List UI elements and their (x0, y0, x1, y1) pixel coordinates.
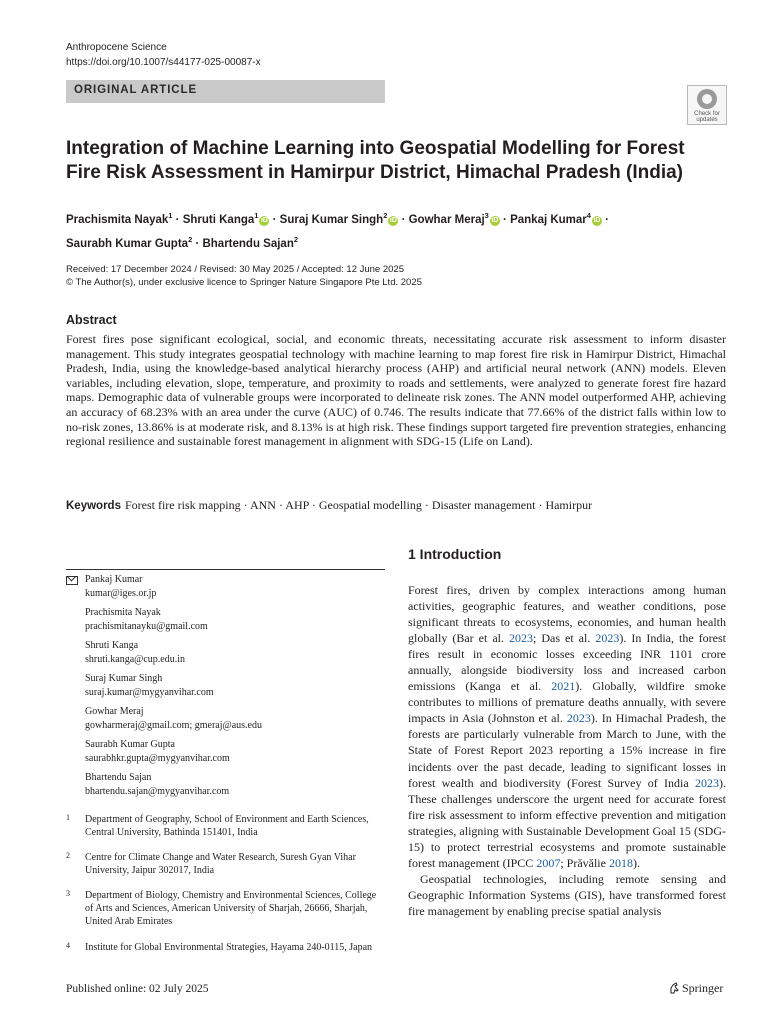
journal-name: Anthropocene Science (66, 42, 167, 53)
publisher-name: Springer (682, 981, 724, 995)
history-dates: Received: 17 December 2024 / Revised: 30 May 2025 / Accepted: 12 June 2025 (66, 264, 404, 275)
author-name[interactable]: Pankaj Kumar (510, 213, 587, 226)
keywords-text: Forest fire risk mapping · ANN · AHP · Geospatial modelling · Disaster management · Hamirpur (124, 498, 593, 512)
citation-link[interactable]: 2018 (608, 855, 633, 870)
abstract-text: Forest fires pose significant ecological, social, and economic threats, necessitating accurate risk assessment to inform disaster management. This study integrates geospatial technology with machine learning to map forest fire risk in Hamirpur District, Himachal Pradesh, India, using the knowledge-based analytical hierarchy process (AHP) and artificial neural network (ANN) models. Eleven variables, including elevation, slope, temperature, and proximity to roads and settlements, were analyzed to generate forest fire hazard maps. Demographic data of vulnerable groups were incorporated to delineate risk zones. The ANN model outperformed AHP, achieving an accuracy of 68.23% with an area under the curve (AUC) of 0.746. The results indicate that 77.66% of the district falls within low to no-risk zones, 13.86% is at moderate risk, and 8.13% is at high risk. These findings support targeted fire prevention strategies, enhancing regional resilience and sustainable forest management in alignment with SDG-15 (Life on Land). (66, 332, 726, 449)
copyright-notice: © The Author(s), under exclusive licence to Springer Nature Singapore Pte Ltd. 2025 (66, 277, 422, 288)
affiliation-number: 3 (66, 889, 70, 898)
affiliation-text: Department of Biology, Chemistry and Environmental Sciences, College of Arts and Sciences, American University of Sharjah, 26666, Sharjah, United Arab Emirates (85, 890, 377, 927)
update-icon (697, 89, 717, 109)
author-affiliation-number: 1 (254, 211, 259, 220)
contact-email[interactable]: suraj.kumar@mygyanvihar.com (85, 687, 214, 698)
author-affiliation-number: 2 (383, 211, 388, 220)
author-name[interactable]: Prachismita Nayak (66, 213, 169, 226)
orcid-icon[interactable]: iD (593, 216, 601, 224)
author-affiliation-number: 1 (168, 211, 173, 220)
article-type-banner (66, 80, 385, 103)
contact-name: Gowhar Meraj (85, 706, 144, 717)
citation-link[interactable]: 2021 (551, 679, 576, 694)
check-label-line1: Check for (694, 111, 720, 117)
introduction-body (408, 582, 726, 919)
contact-name: Pankaj Kumar (85, 574, 143, 585)
contact-email[interactable]: kumar@iges.or.jp (85, 588, 157, 599)
author-name[interactable]: Gowhar Meraj (408, 213, 485, 226)
citation-link[interactable]: 2023 (695, 775, 719, 790)
affiliation-text: Department of Geography, School of Environment and Earth Sciences, Central University, Bathinda 151401, India (85, 814, 369, 838)
springer-horse-icon (669, 982, 679, 994)
affiliation-text: Institute for Global Environmental Strategies, Hayama 240-0115, Japan (85, 942, 373, 953)
orcid-icon[interactable]: iD (260, 216, 268, 224)
contact-email[interactable]: prachismitanayku@gmail.com (85, 621, 208, 632)
introduction-heading: 1 Introduction (408, 546, 502, 562)
check-label-line2: updates (696, 117, 718, 123)
introduction-paragraph-1: Forest fires, driven by complex interactions among human activities, geographic features, and weather conditions, pose significant threats to ecosystems, economies, and human health globally (Bar et al. 2023; Das et al. 2023). In India, the forest fires result in economic losses exceeding INR 1101 crore annually, alongside biodiversity loss and increased carbon emissions (Kanga et al. 2021). Globally, wildfire smoke contributes to millions of premature deaths annually, with severe impacts in Asia (Johnston et al. 2023). In Himachal Pradesh, the forests are particularly vulnerable from March to June, with the State of Forest Report 2023 reporting a 15% increase in fire incidents over the past decade, leading to significant losses in forest wealth and biodiversity (Forest Survey of India 2023). These challenges underscore the urgent need for accurate forest fire risk assessment to inform effective prevention and mitigation strategies, aligning with Sustainable Development Goal 15 (SDG-15) to protect terrestrial ecosystems and promote sustainable forest management (IPCC 2007; Prăvălie 2018). (408, 583, 727, 870)
check-for-updates-badge[interactable] (687, 85, 727, 125)
author-affiliation-number: 2 (293, 234, 299, 244)
article-dates (66, 263, 422, 289)
author-name[interactable]: Bhartendu Sajan (202, 237, 294, 250)
article-type-label: ORIGINAL ARTICLE (74, 84, 198, 96)
contact-name: Bhartendu Sajan (85, 772, 152, 783)
author-name[interactable]: Suraj Kumar Singh (279, 213, 384, 226)
publisher-logo[interactable] (669, 981, 723, 996)
footnote-divider (66, 569, 385, 570)
contact-email[interactable]: bhartendu.sajan@mygyanvihar.com (85, 786, 230, 797)
contact-email[interactable]: shruti.kanga@cup.edu.in (85, 654, 186, 665)
contact-name: Saurabh Kumar Gupta (85, 739, 175, 750)
published-online: Published online: 02 July 2025 (66, 983, 209, 995)
contact-name: Shruti Kanga (85, 640, 139, 651)
author-affiliation-number: 4 (586, 211, 591, 220)
author-affiliation-number: 2 (188, 234, 193, 244)
affiliation-number: 4 (66, 941, 70, 950)
citation-link[interactable]: 2023 (509, 631, 533, 646)
citation-link[interactable]: 2023 (566, 711, 591, 726)
affiliation-number: 1 (66, 813, 70, 822)
journal-header (66, 40, 261, 70)
keywords-label: Keywords (66, 500, 121, 512)
contact-name: Prachismita Nayak (85, 607, 161, 618)
orcid-icon[interactable]: iD (389, 216, 397, 224)
contact-email[interactable]: gowharmeraj@gmail.com; gmeraj@aus.edu (85, 720, 262, 731)
orcid-icon[interactable]: iD (491, 216, 499, 224)
author-name[interactable]: Shruti Kanga (182, 213, 255, 226)
contact-name: Suraj Kumar Singh (85, 673, 163, 684)
citation-link[interactable]: 2023 (595, 631, 620, 646)
citation-link[interactable]: 2007 (536, 855, 561, 870)
author-list: Prachismita Nayak$^1$ · Shruti Kanga$^1$iD · Suraj Kumar Singh$^2$iD · Gowhar Meraj$^3$iD · Pankaj Kumar$^4$iD · Saurabh Kumar Gupta$^2$ · Bhartendu Sajan$^2$ (66, 211, 609, 250)
affiliation-text: Centre for Climate Change and Water Research, Suresh Gyan Vihar University, Jaipur 302017, India (85, 852, 356, 876)
article-title: Integration of Machine Learning into Geospatial Modelling for Forest Fire Risk Assessment in Hamirpur District, Himachal Pradesh (India) (66, 138, 685, 183)
doi-link[interactable]: https://doi.org/10.1007/s44177-025-00087-x (66, 57, 261, 68)
affiliation-number: 2 (66, 851, 70, 860)
keywords (66, 498, 592, 513)
introduction-paragraph-2: Geospatial technologies, including remote sensing and Geographic Information Systems (GIS), have transformed forest fire management by enabling precise spatial analysis (408, 871, 726, 918)
envelope-icon (66, 576, 78, 585)
author-name[interactable]: Saurabh Kumar Gupta (66, 237, 189, 250)
author-affiliation-number: 3 (484, 211, 489, 220)
contact-email[interactable]: saurabhkr.gupta@mygyanvihar.com (85, 753, 230, 764)
abstract-heading: Abstract (66, 313, 117, 327)
